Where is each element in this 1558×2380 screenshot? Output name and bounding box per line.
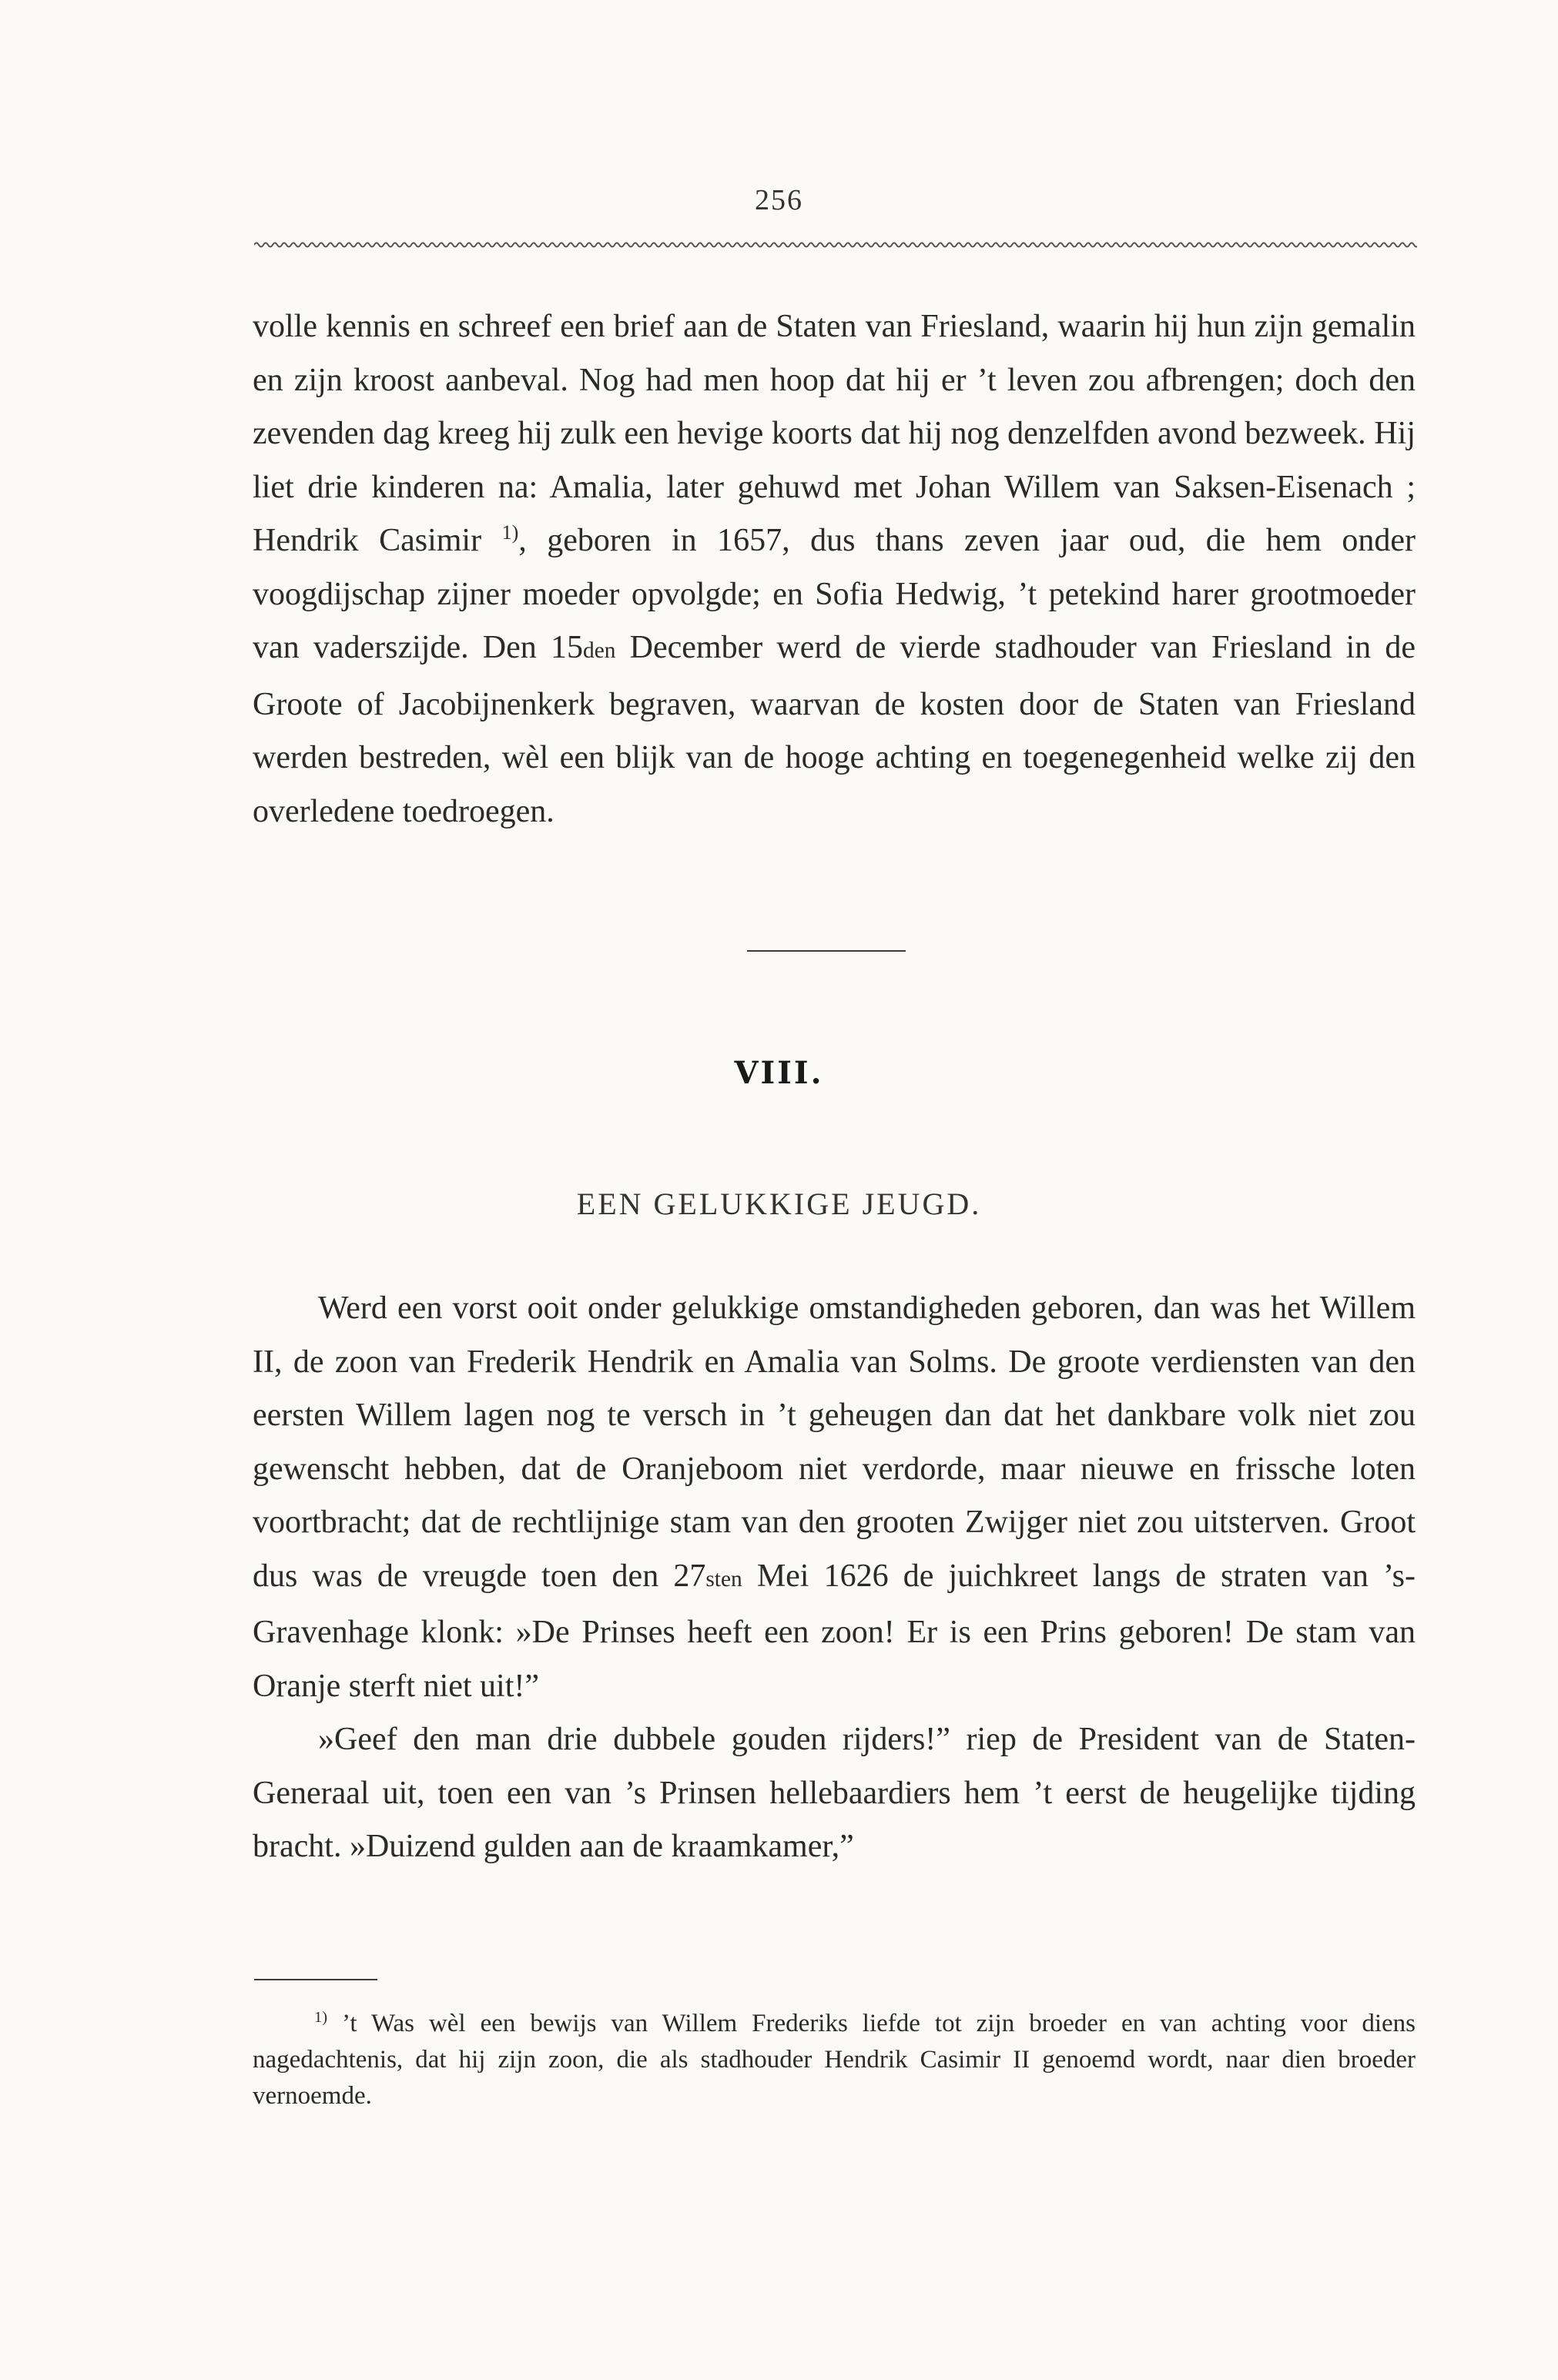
body-text [253,300,1416,839]
page-number: 256 [755,184,803,216]
footnote-divider [254,1979,377,1980]
paragraph: »Geef den man drie dubbele gouden rijders!” riep de President van de Staten-Generaal uit, toen een van ’s Prinsen hellebaardiers hem ’t eerst de heugelijke tijding bracht. »Duizend gulden aan de kraamkamer,” [253,1722,1416,1864]
section-divider [747,950,906,952]
chapter-body-text [253,1282,1416,1874]
chapter-number: VIII. [734,1055,824,1091]
footnote-marker: 1) [314,2009,328,2026]
wavy-header-rule [254,237,1417,253]
paragraph: volle kennis en schreef een brief aan de Staten van Friesland, waarin hij hun zijn gemalin en zijn kroost aanbeval. Nog had men hoop dat hij er ’t leven zou afbrengen; doch den zevenden dag kreeg hij zulk een hevige koorts dat hij nog denzelfden avond bezweek. Hij liet drie kinderen na: Amalia, later gehuwd met Johan Willem van Saksen-Eisenach ; Hendrik Casimir $^{1)}$, geboren in 1657, dus thans zeven jaar oud, die hem onder voogdijschap zijner moeder opvolgde; en Sofia Hedwig, ’t petekind harer grootmoeder van vaderszijde. Den 15den December werd de vierde stadhouder van Friesland in de Groote of Jacobijnenkerk begraven, waarvan de kosten door de Staten van Friesland werden bestreden, wèl een blijk van de hooge achting en toegenegenheid welke zij den overledene toedroegen. [253,309,1416,829]
footnote-reference: 1) [501,521,519,544]
ordinal-suffix: sten [705,1566,742,1592]
chapter-title: EEN GELUKKIGE JEUGD. [576,1187,982,1221]
ordinal-suffix: den [583,638,616,663]
footnote [253,2006,1416,2114]
footnote-text: ’t Was wèl een bewijs van Willem Frederiks liefde tot zijn broeder en van achting voor diens nagedachtenis, dat hij zijn zoon, die als stadhouder Hendrik Casimir II genoemd wordt, naar dien broeder vernoemde. [253,2010,1416,2110]
paragraph: Werd een vorst ooit onder gelukkige omstandigheden geboren, dan was het Willem II, de zoon van Frederik Hendrik en Amalia van Solms. De groote verdiensten van den eersten Willem lagen nog te versch in ’t geheugen dan dat het dankbare volk niet zou gewenscht hebben, dat de Oranjeboom niet verdorde, maar nieuwe en frissche loten voortbracht; dat de rechtlijnige stam van den grooten Zwijger niet zou uitsterven. Groot dus was de vreugde toen den 27sten Mei 1626 de juichkreet langs de straten van ’s-Gravenhage klonk: »De Prinses heeft een zoon! Er is een Prins geboren! De stam van Oranje sterft niet uit!” [253,1290,1416,1704]
